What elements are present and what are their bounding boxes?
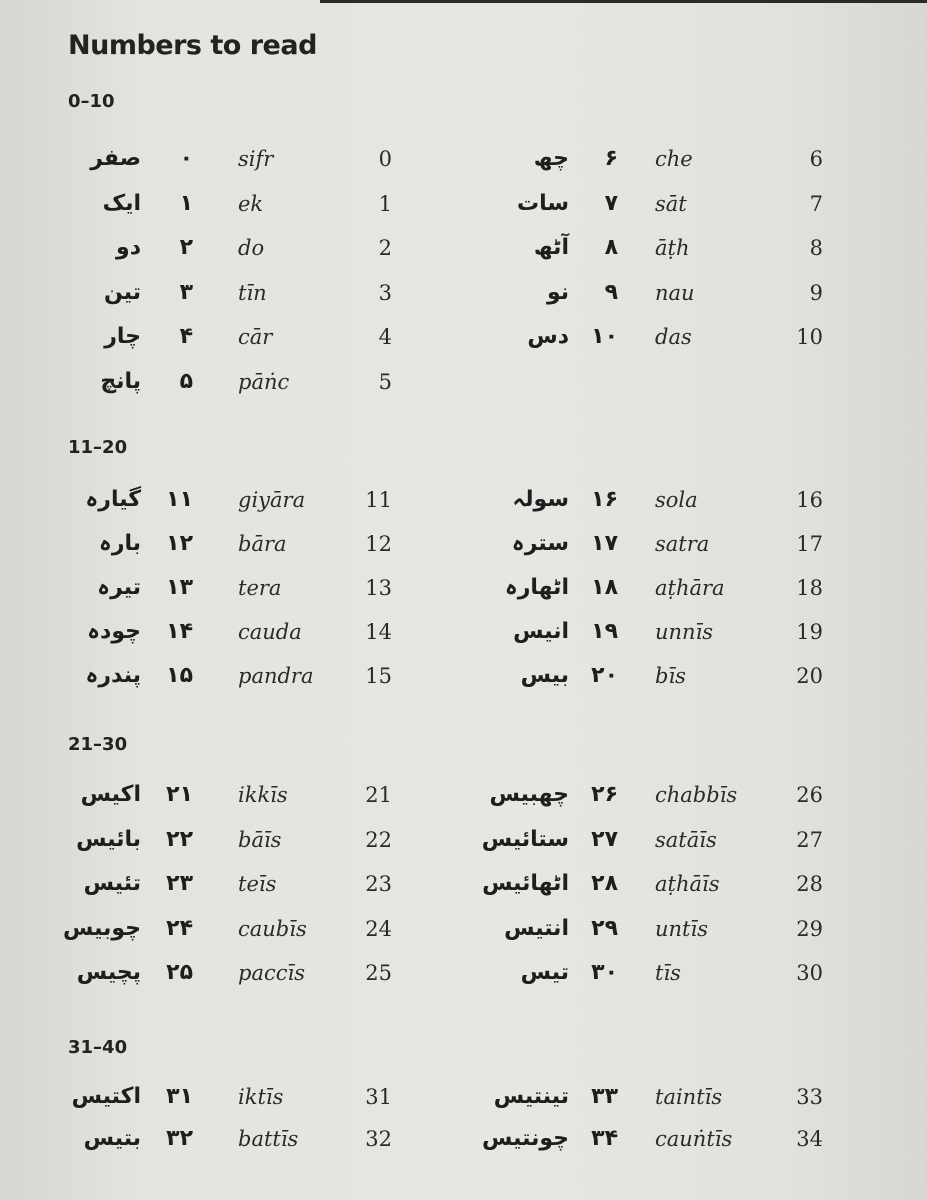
urdu-numeral: ۱۷ [591, 531, 618, 556]
arabic-numeral: 31 [365, 1085, 392, 1109]
arabic-numeral: 2 [378, 236, 392, 260]
transliteration: paccīs [238, 961, 305, 985]
arabic-numeral: 7 [809, 191, 823, 216]
transliteration: tera [238, 576, 282, 600]
urdu-word: آٹھ [533, 235, 569, 260]
number-entry [0, 184, 927, 224]
arabic-numeral: 34 [796, 1127, 823, 1151]
arabic-numeral: 15 [365, 664, 392, 688]
number-entry [0, 864, 927, 904]
urdu-word: نو [546, 279, 569, 305]
arabic-numeral: 18 [796, 576, 823, 600]
transliteration: teīs [238, 872, 277, 896]
urdu-word: پانچ [100, 368, 141, 394]
transliteration: iktīs [238, 1085, 284, 1109]
number-entry [0, 656, 927, 696]
transliteration: pāṅc [238, 369, 290, 394]
page-top-edge [320, 0, 927, 3]
urdu-word: ایک [102, 190, 141, 216]
urdu-numeral: ۳۱ [166, 1084, 193, 1109]
urdu-numeral: ۱۸ [591, 575, 618, 600]
number-entry [0, 953, 927, 993]
arabic-numeral: 16 [796, 488, 823, 512]
urdu-word: پندرہ [85, 663, 141, 688]
urdu-numeral: ۳ [179, 279, 193, 305]
arabic-numeral: 5 [378, 369, 392, 394]
urdu-word: گیارہ [85, 487, 141, 512]
urdu-word: چودہ [87, 619, 141, 644]
transliteration: tīs [655, 961, 681, 985]
urdu-word: پچیس [76, 960, 141, 985]
urdu-numeral: ۱۲ [166, 531, 193, 556]
urdu-numeral: ۱۴ [166, 619, 193, 644]
transliteration: bāīs [238, 827, 282, 852]
arabic-numeral: 24 [365, 916, 392, 941]
transliteration: āṭh [655, 236, 690, 260]
transliteration: taintīs [655, 1085, 723, 1109]
number-entry [0, 820, 927, 860]
number-entry [0, 228, 927, 268]
transliteration: untīs [655, 916, 708, 941]
urdu-numeral: ۶ [604, 146, 618, 171]
arabic-numeral: 19 [796, 620, 823, 644]
urdu-numeral: ۷ [604, 190, 618, 216]
arabic-numeral: 9 [809, 280, 823, 305]
urdu-numeral: ۳۲ [166, 1126, 193, 1151]
section-heading: 21–30 [68, 734, 128, 755]
arabic-numeral: 6 [809, 147, 823, 171]
transliteration: giyāra [238, 488, 306, 512]
transliteration: aṭhāīs [655, 872, 720, 896]
urdu-word: تئیس [83, 871, 141, 896]
urdu-word: انتیس [504, 915, 569, 941]
arabic-numeral: 22 [365, 827, 392, 852]
number-entry [0, 480, 927, 520]
transliteration: sifr [238, 147, 274, 171]
urdu-numeral: ۱۵ [166, 663, 193, 688]
urdu-numeral: ۲۰ [591, 663, 618, 688]
arabic-numeral: 13 [365, 576, 392, 600]
transliteration: ikkīs [238, 783, 288, 807]
urdu-numeral: ۲۳ [166, 871, 193, 896]
urdu-word: تیس [520, 960, 569, 985]
transliteration: nau [655, 280, 695, 305]
transliteration: do [238, 236, 265, 260]
urdu-numeral: ۴ [179, 324, 193, 349]
urdu-word: اٹھائیس [482, 871, 569, 896]
urdu-word: دو [116, 235, 141, 260]
arabic-numeral: 1 [378, 191, 392, 216]
urdu-word: تین [103, 279, 141, 305]
urdu-word: بائیس [76, 826, 141, 852]
transliteration: cauda [238, 620, 302, 644]
arabic-numeral: 12 [365, 532, 392, 556]
urdu-numeral: ۱۳ [166, 575, 193, 600]
number-entry [0, 139, 927, 179]
urdu-word: چونتیس [482, 1126, 569, 1151]
transliteration: cauṅtīs [655, 1127, 733, 1151]
urdu-numeral: ۹ [604, 279, 618, 305]
urdu-word: سات [516, 190, 569, 216]
arabic-numeral: 14 [365, 620, 392, 644]
urdu-word: سولہ [512, 487, 569, 512]
urdu-word: اٹھارہ [504, 575, 569, 600]
urdu-numeral: ۲۲ [166, 826, 193, 852]
urdu-numeral: ۳۰ [591, 960, 618, 985]
urdu-numeral: ۱۹ [591, 619, 618, 644]
number-entry [0, 273, 927, 313]
transliteration: ek [238, 191, 264, 216]
urdu-word: بتیس [83, 1126, 141, 1151]
arabic-numeral: 0 [378, 147, 392, 171]
transliteration: sāt [655, 191, 687, 216]
transliteration: satāīs [655, 827, 717, 852]
urdu-word: اکیس [80, 782, 141, 807]
arabic-numeral: 10 [796, 325, 823, 349]
arabic-numeral: 32 [365, 1127, 392, 1151]
number-entry [0, 909, 927, 949]
urdu-word: صفر [90, 146, 141, 171]
urdu-numeral: ۰ [179, 146, 193, 171]
urdu-numeral: ۳۴ [591, 1126, 618, 1151]
arabic-numeral: 4 [378, 325, 392, 349]
transliteration: caubīs [238, 916, 307, 941]
number-entry [0, 775, 927, 815]
urdu-numeral: ۲۹ [591, 915, 618, 941]
urdu-numeral: ۳۳ [591, 1084, 618, 1109]
arabic-numeral: 20 [796, 664, 823, 688]
arabic-numeral: 27 [796, 827, 823, 852]
arabic-numeral: 29 [796, 916, 823, 941]
transliteration: chabbīs [655, 783, 738, 807]
urdu-numeral: ۲۸ [591, 871, 618, 896]
section-heading: 31–40 [68, 1037, 128, 1058]
urdu-numeral: ۵ [179, 368, 193, 394]
arabic-numeral: 3 [378, 280, 392, 305]
urdu-word: انیس [513, 619, 569, 644]
urdu-word: ستائیس [481, 826, 569, 852]
arabic-numeral: 17 [796, 532, 823, 556]
transliteration: che [655, 147, 693, 171]
urdu-numeral: ۱۶ [591, 487, 618, 512]
urdu-word: سترہ [511, 531, 569, 556]
arabic-numeral: 33 [796, 1085, 823, 1109]
urdu-numeral: ۱۰ [591, 324, 618, 349]
arabic-numeral: 21 [365, 783, 392, 807]
urdu-word: تیرہ [97, 575, 141, 600]
transliteration: tīn [238, 280, 267, 305]
arabic-numeral: 28 [796, 872, 823, 896]
urdu-word: بیس [520, 663, 569, 688]
transliteration: aṭhāra [655, 576, 725, 600]
transliteration: bīs [655, 664, 686, 688]
urdu-word: چوبیس [63, 915, 141, 941]
urdu-word: چھبیس [489, 782, 569, 807]
urdu-numeral: ۲۶ [591, 782, 618, 807]
transliteration: battīs [238, 1127, 299, 1151]
transliteration: unnīs [655, 620, 714, 644]
urdu-numeral: ۲۴ [166, 915, 193, 941]
urdu-numeral: ۲ [179, 235, 193, 260]
urdu-word: چھ [533, 146, 569, 171]
number-entry [0, 568, 927, 608]
number-entry [0, 612, 927, 652]
number-entry [0, 362, 927, 402]
urdu-word: اکتیس [71, 1084, 141, 1109]
urdu-numeral: ۱ [179, 190, 193, 216]
transliteration: satra [655, 532, 710, 556]
arabic-numeral: 25 [365, 961, 392, 985]
arabic-numeral: 8 [809, 236, 823, 260]
page-title: Numbers to read [68, 30, 317, 61]
arabic-numeral: 23 [365, 872, 392, 896]
transliteration: das [655, 325, 692, 349]
urdu-word: چار [104, 324, 141, 349]
urdu-numeral: ۸ [604, 235, 618, 260]
number-entry [0, 1077, 927, 1117]
arabic-numeral: 11 [365, 488, 392, 512]
urdu-word: تینتیس [493, 1084, 569, 1109]
urdu-numeral: ۲۵ [166, 960, 193, 985]
transliteration: cār [238, 325, 273, 349]
urdu-word: دس [527, 324, 569, 349]
number-entry [0, 524, 927, 564]
transliteration: sola [655, 488, 698, 512]
section-heading: 11–20 [68, 437, 128, 458]
urdu-numeral: ۲۱ [166, 782, 193, 807]
number-entry [0, 1119, 927, 1159]
transliteration: pandra [238, 664, 314, 688]
urdu-numeral: ۲۷ [591, 826, 618, 852]
arabic-numeral: 30 [796, 961, 823, 985]
urdu-numeral: ۱۱ [166, 487, 193, 512]
section-heading: 0–10 [68, 91, 115, 112]
urdu-word: بارہ [98, 531, 141, 556]
arabic-numeral: 26 [796, 783, 823, 807]
transliteration: bāra [238, 532, 287, 556]
number-entry [0, 317, 927, 357]
